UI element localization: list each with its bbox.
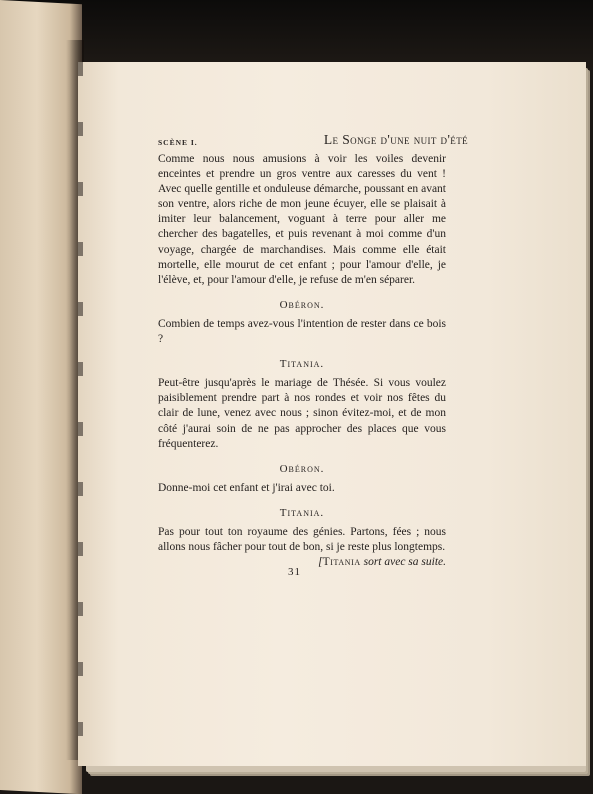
prose-paragraph: Peut-être jusqu'après le mariage de Thésée. Si vous voulez paisiblement prendre part à nos rondes et voir nos fêtes du clair de lune, venez avec nous ; sinon évitez-moi, et de mon côté j'aurai soin de ne pas approcher des places que vous fréquenterez. [158, 377, 446, 450]
running-header [158, 132, 468, 152]
speaker-name: Obéron. [279, 298, 325, 311]
page-number: 31 [288, 566, 301, 578]
running-title: Le Songe d'une nuit d'été [323, 132, 468, 147]
speaker-name: Titania. [279, 506, 325, 519]
prose-paragraph: Pas pour tout ton royaume des génies. Partons, fées ; nous allons nous fâcher pour tout de bon, si je reste plus longtemps. [158, 525, 446, 554]
prose-paragraph: Comme nous nous amusions à voir les voiles devenir enceintes et prendre un gros ventre aux caresses du vent ! Avec quelle gentille et onduleuse démarche, poussant en avant son ventre, alors riche de mon jeune écuyer, elle se plaisait à imiter leur balancement, voguant à terre pour aller me chercher des bagatelles, et puis revenant à moi comme d'un voyage, chargée de marchandises. Mais comme elle était mortelle, elle mourut de cet enfant ; pour l'amour d'elle, je l'élève, et, pour l'amour d'elle, je refuse de m'en séparer. [158, 153, 446, 286]
stage-character: Titania [322, 556, 361, 569]
speaker-name: Titania. [279, 358, 325, 371]
stage-action: sort avec sa suite. [360, 556, 446, 569]
speaker-name: Obéron. [279, 462, 325, 475]
background-top [0, 0, 593, 70]
prose-paragraph: Donne-moi cet enfant et j'irai avec toi. [158, 481, 335, 494]
prose-paragraph: Combien de temps avez-vous l'intention de rester dans ce bois ? [158, 317, 446, 346]
stage-direction [158, 555, 446, 570]
gutter-marks [78, 62, 83, 766]
scene-label: SCÈNE I. [158, 138, 198, 147]
page-body [158, 152, 446, 570]
stage-bracket: [ [318, 556, 323, 569]
book-page [78, 62, 586, 766]
